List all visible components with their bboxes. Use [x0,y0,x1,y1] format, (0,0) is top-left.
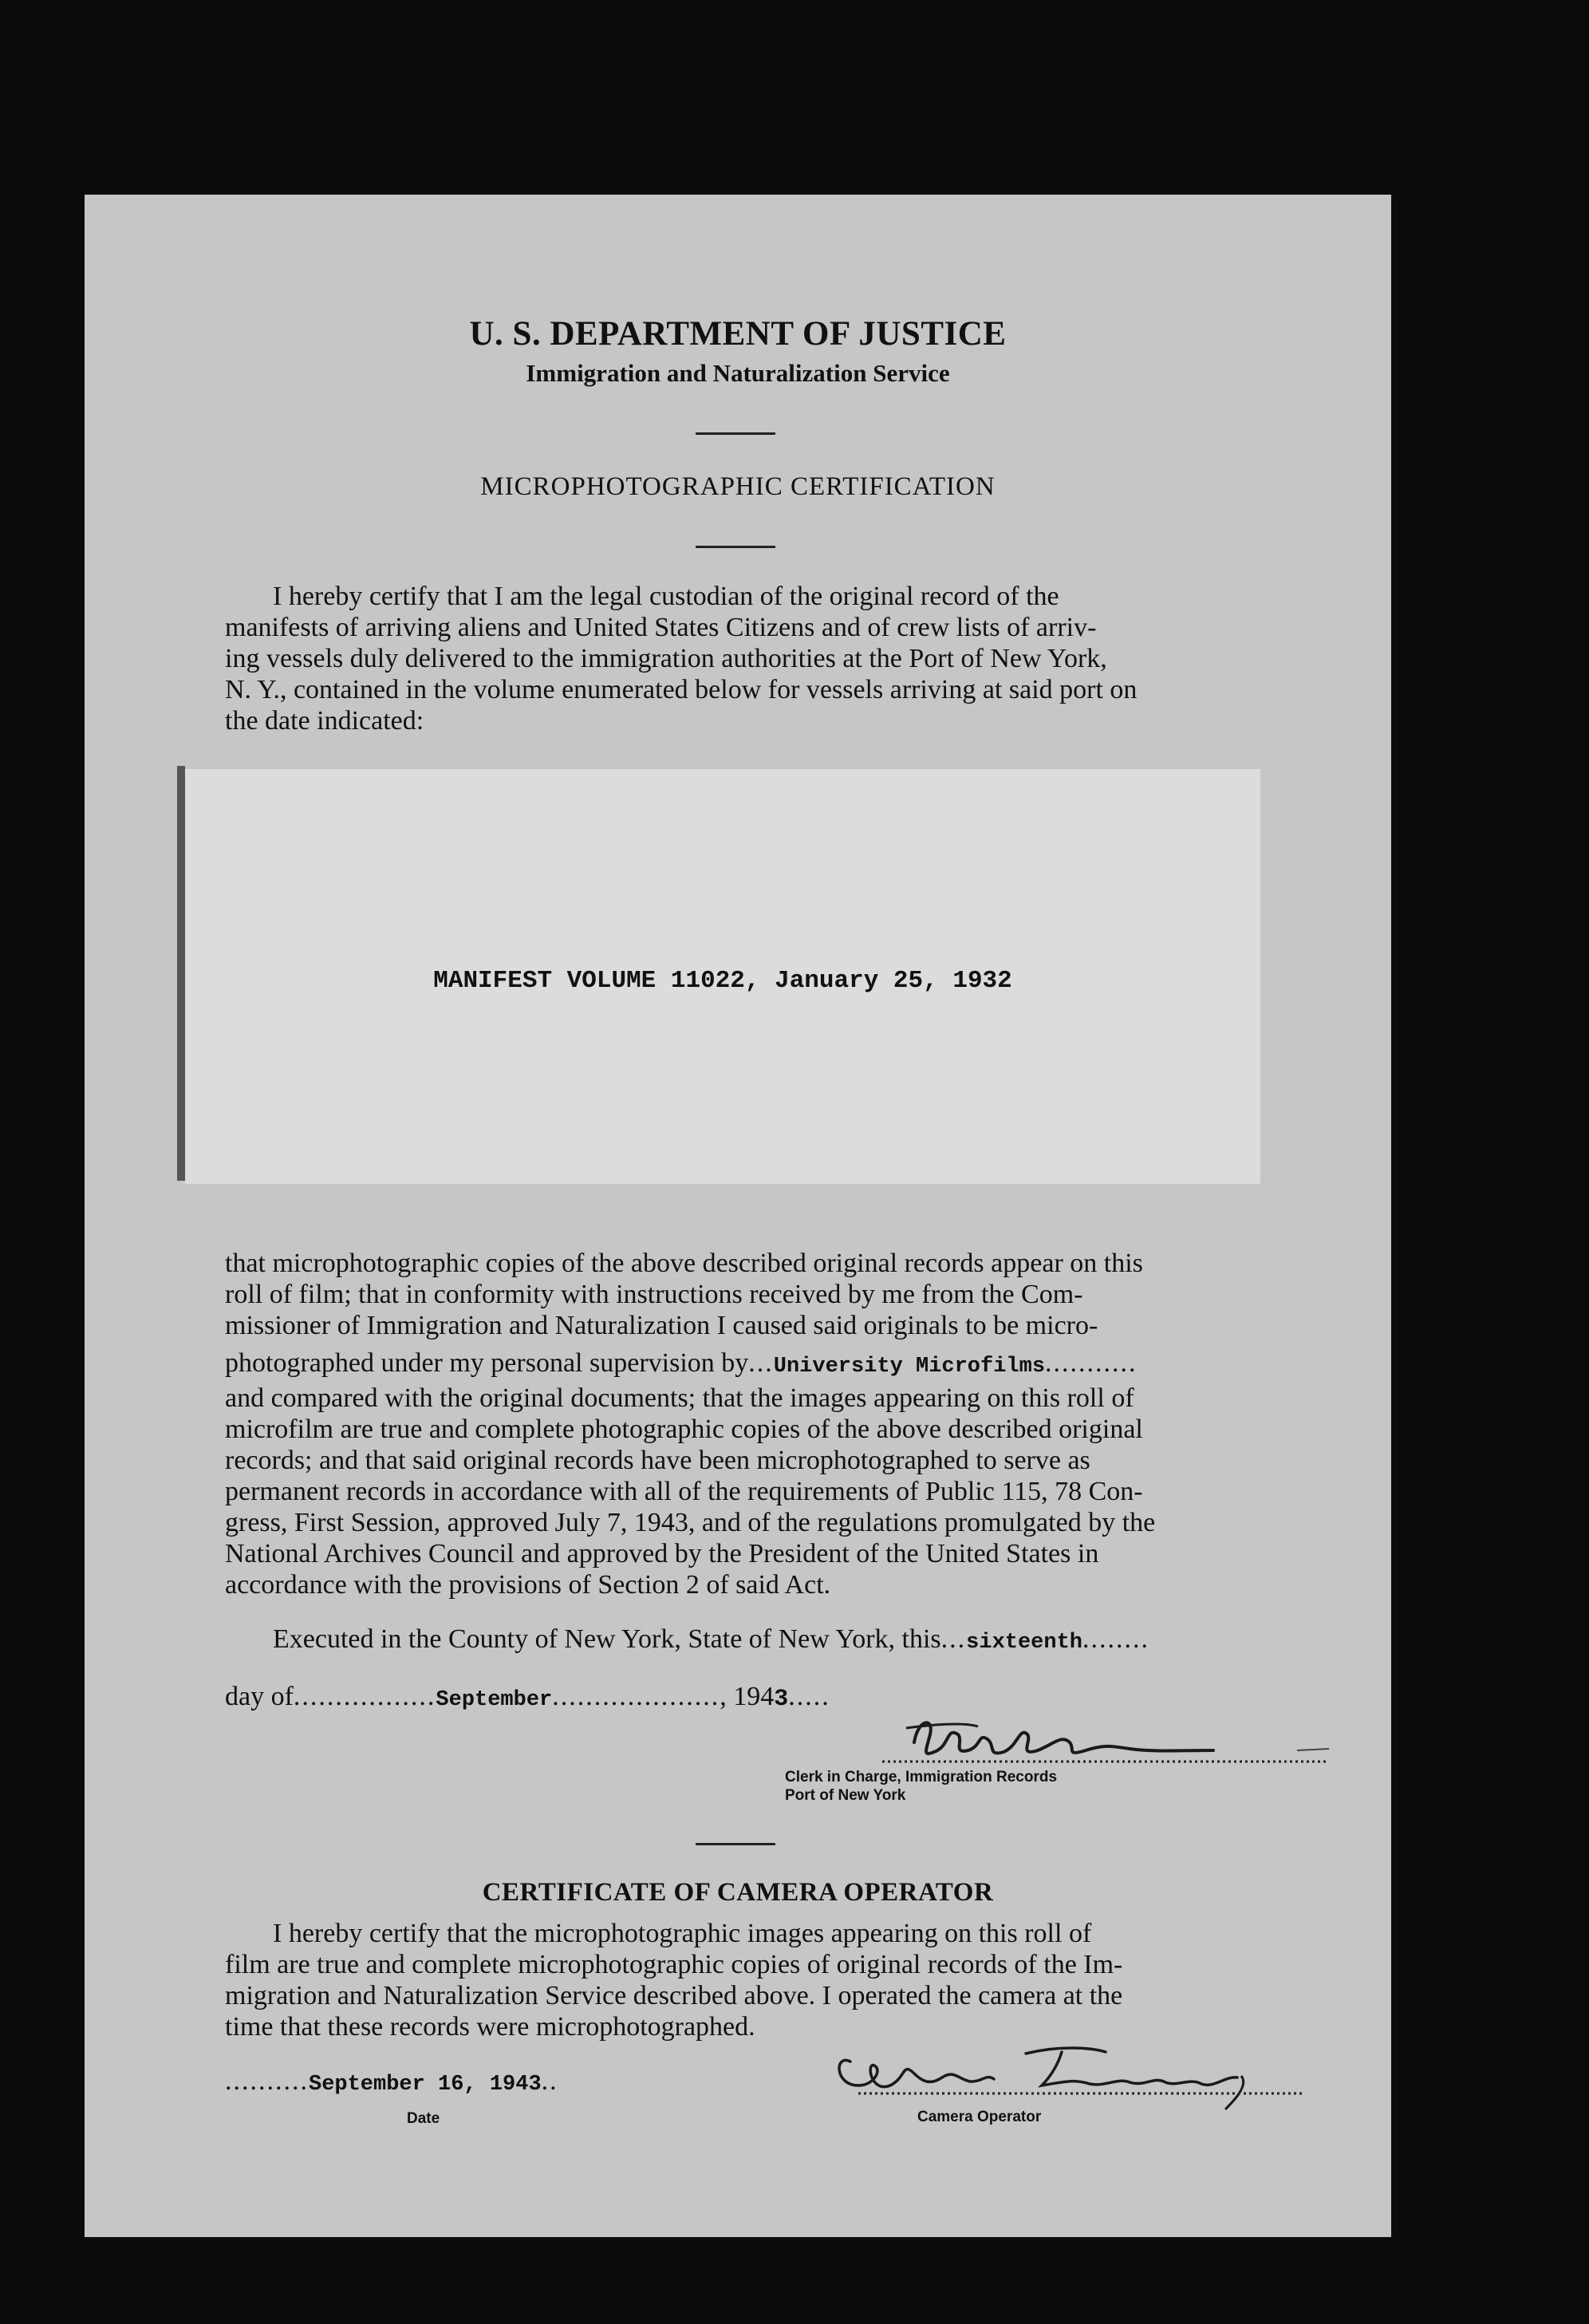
month-value: September [436,1688,553,1712]
camera-line: time that these records were microphotographed. [225,2012,755,2042]
date-line: ..........September 16, 1943.. [225,2066,558,2097]
filmed-by-value: University Microfilms [773,1355,1046,1379]
camera-line: film are true and complete microphotographic copies of original records of the Im- [225,1950,1123,1979]
divider-3 [696,1843,775,1845]
supervision-prefix: photographed under my personal supervision by [225,1348,749,1378]
camera-line: migration and Naturalization Service described above. I operated the camera at the [225,1981,1123,2010]
day-of-label: day of [225,1682,294,1711]
body-line: National Archives Council and approved by the President of the United States in [225,1539,1099,1568]
day-value: sixteenth [966,1631,1082,1655]
year-digit: 3 [774,1686,789,1713]
manifest-volume-text: MANIFEST VOLUME 11022, January 25, 1932 [433,967,1012,995]
intro-line: I hereby certify that I am the legal custodian of the original record of the [273,582,1059,611]
clerk-title-line1: Clerk in Charge, Immigration Records [785,1769,1058,1785]
body-line: accordance with the provisions of Section 2 of said Act. [225,1570,831,1600]
day-of-line: day of.................September...................., 1943..... [225,1682,830,1713]
body-line: that microphotographic copies of the above described original records appear on this [225,1249,1143,1278]
camera-operator-heading: CERTIFICATE OF CAMERA OPERATOR [482,1878,994,1907]
intro-line: N. Y., contained in the volume enumerated below for vessels arriving at said port on [225,675,1138,704]
insert-edge [177,766,185,1181]
camera-operator-paragraph [225,1918,1248,2042]
divider-2 [696,546,775,548]
clerk-signature [779,1710,1337,1774]
body-paragraph [225,1248,1248,1600]
intro-line: the date indicated: [225,706,424,736]
body-line: records; and that said original records have been microphotographed to serve as [225,1446,1090,1475]
body-line: permanent records in accordance with all of the requirements of Public 115, 78 Con- [225,1477,1143,1506]
operator-label: Camera Operator [917,2109,1042,2125]
certification-title: MICROPHOTOGRAPHIC CERTIFICATION [480,472,996,501]
manifest-insert [185,769,1260,1184]
body-line: roll of film; that in conformity with instructions received by me from the Com- [225,1280,1083,1309]
date-label: Date [407,2110,440,2127]
camera-line: I hereby certify that the microphotographic images appearing on this roll of [273,1919,1092,1948]
date-value: September 16, 1943 [309,2073,542,2097]
executed-line: Executed in the County of New York, State of New York, this...sixteenth........ [273,1624,1149,1655]
body-line: and compared with the original documents; that the images appearing on this roll of [225,1383,1134,1413]
executed-prefix: Executed in the County of New York, State of New York, this [273,1624,941,1654]
supervision-line: photographed under my personal supervision by...University Microfilms........... [225,1348,1138,1379]
body-line: microfilm are true and complete photographic copies of the above described original [225,1415,1143,1444]
operator-signature [755,2030,1313,2117]
intro-paragraph [225,581,1248,736]
intro-line: ing vessels duly delivered to the immigration authorities at the Port of New York, [225,644,1107,673]
year-prefix: , 194 [720,1682,775,1711]
body-line: gress, First Session, approved July 7, 1943, and of the regulations promulgated by the [225,1508,1156,1537]
clerk-title [785,1768,1057,1805]
service-subtitle: Immigration and Naturalization Service [526,359,950,387]
department-title: U. S. DEPARTMENT OF JUSTICE [469,315,1007,353]
certificate-sheet [85,195,1391,2237]
clerk-title-line2: Port of New York [785,1787,906,1804]
divider-1 [696,432,775,435]
body-line: missioner of Immigration and Naturalization I caused said originals to be micro- [225,1311,1098,1340]
intro-line: manifests of arriving aliens and United States Citizens and of crew lists of arriv- [225,613,1097,642]
